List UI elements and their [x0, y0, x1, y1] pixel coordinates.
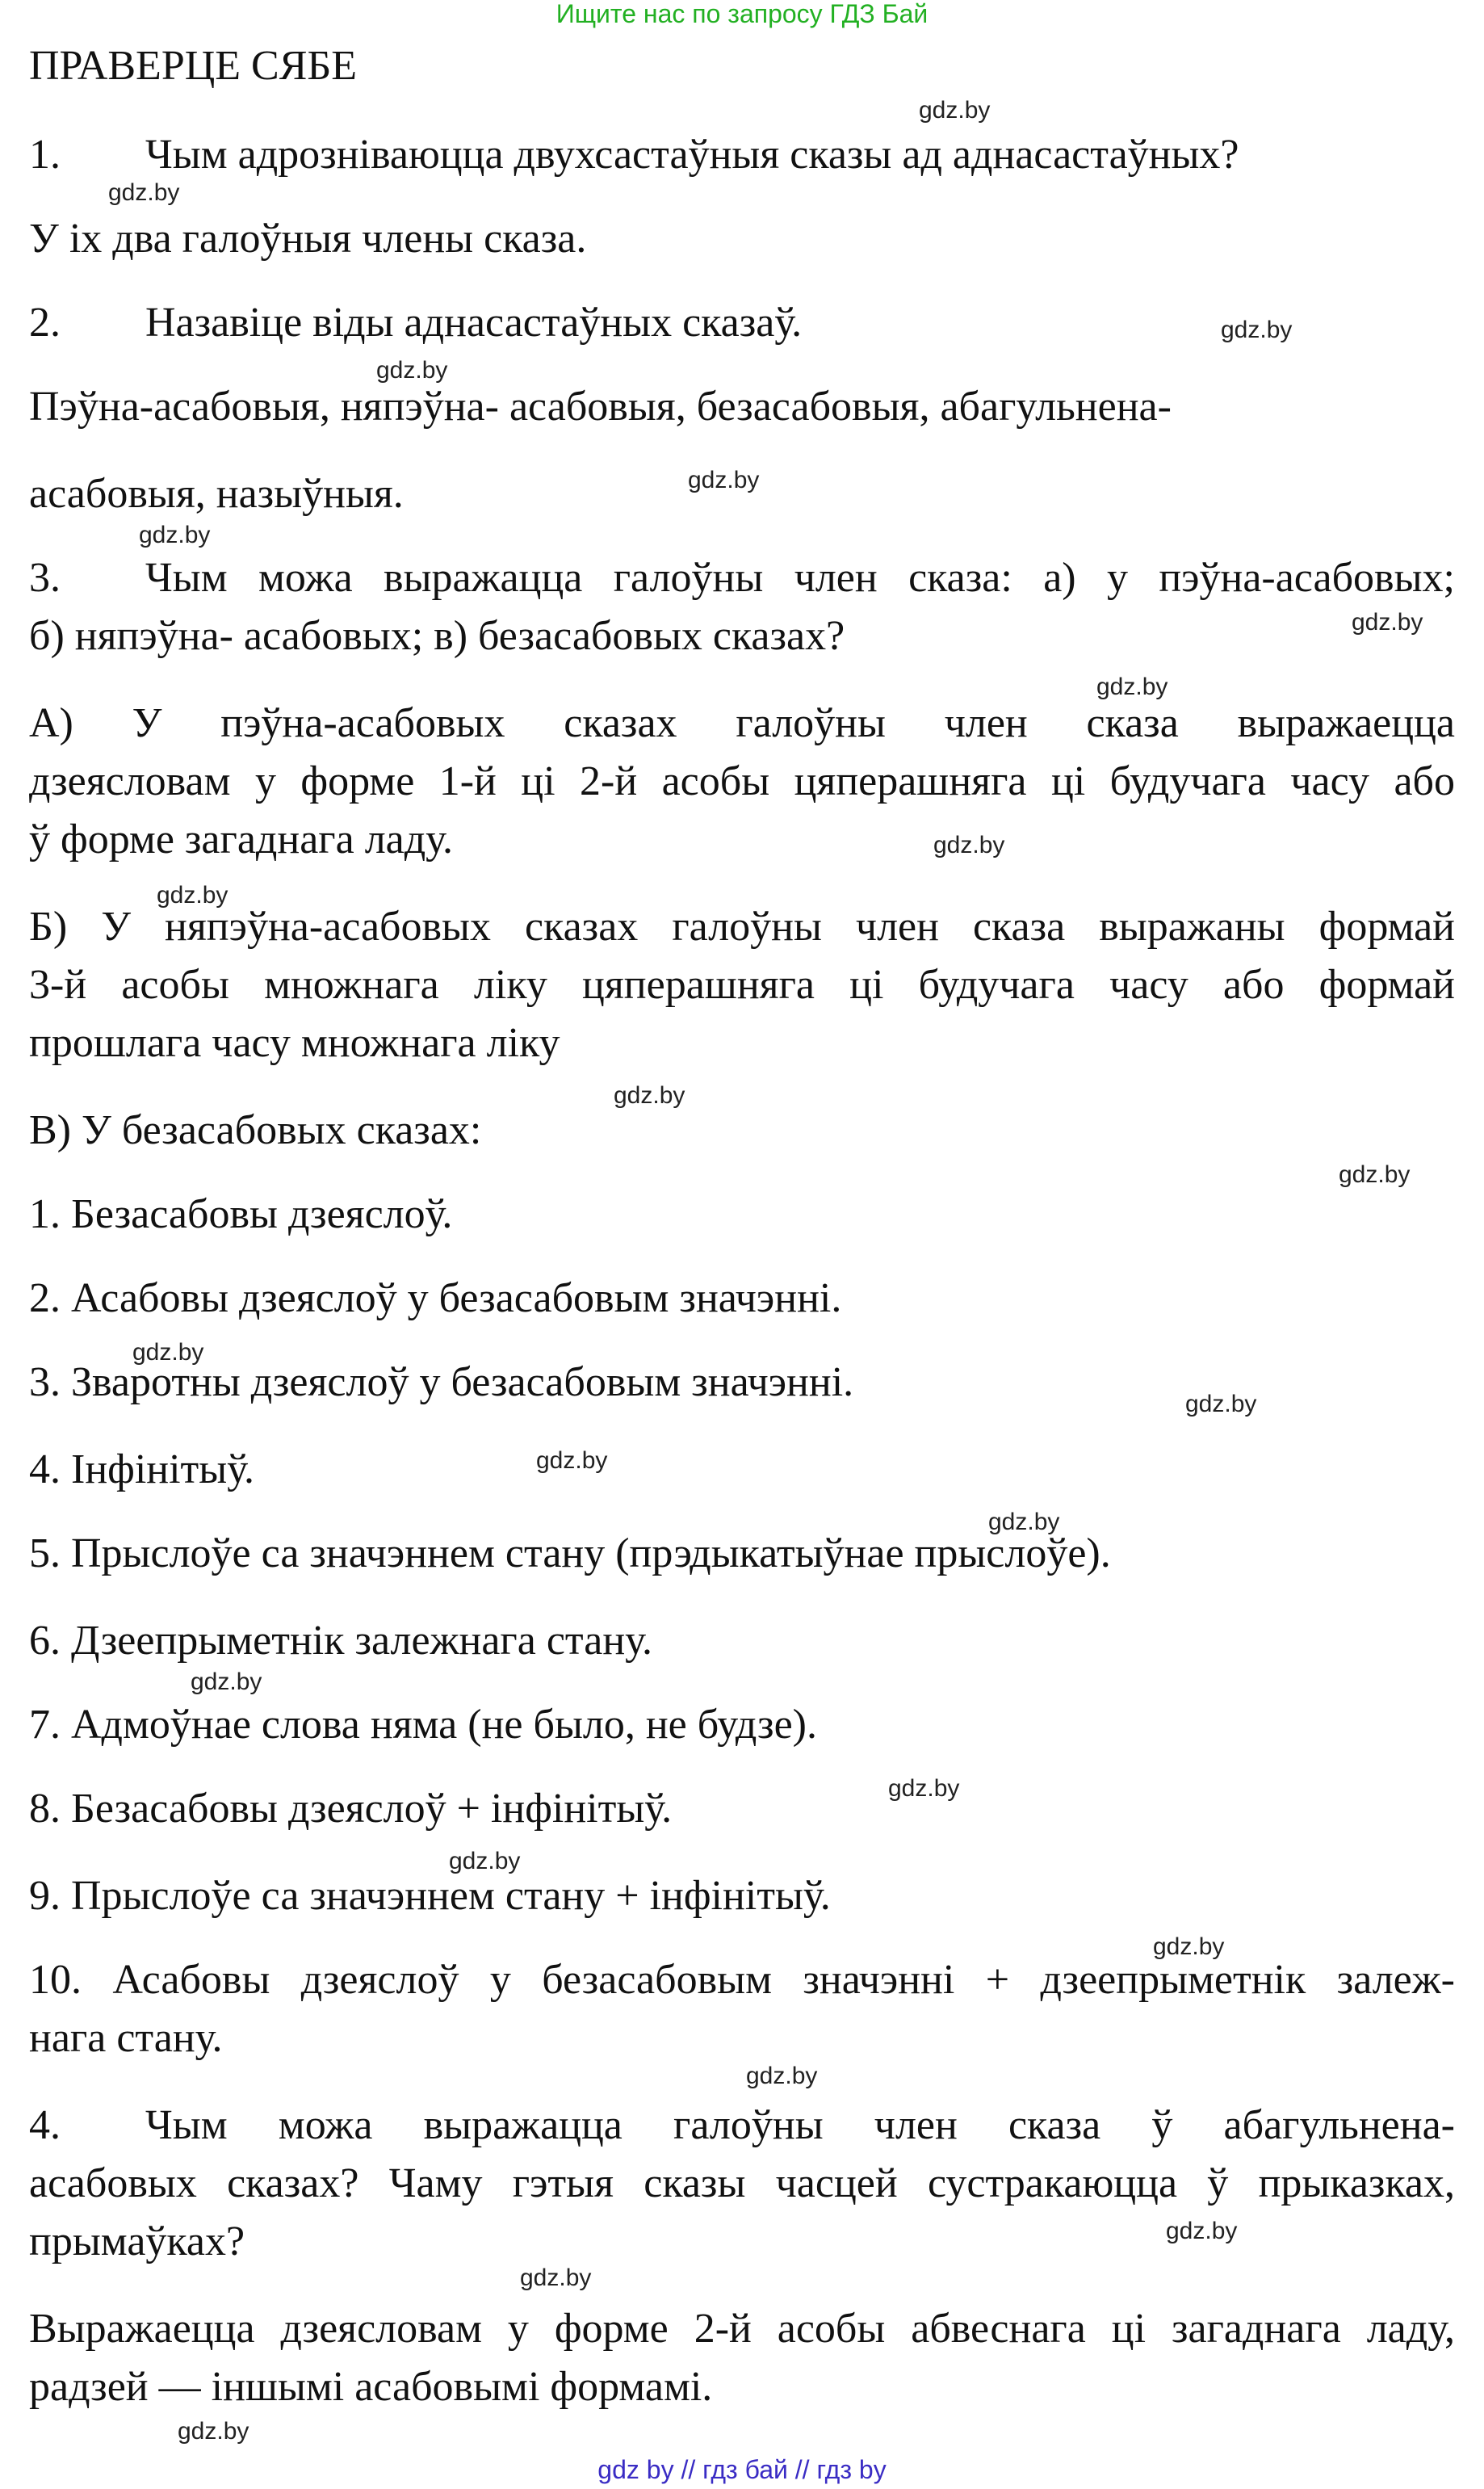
question-3-line: б) няпэўна- асабовых; в) безасабовых сказах? — [29, 613, 845, 659]
watermark: gdz.by — [376, 357, 448, 384]
question-4 — [29, 2101, 1455, 2150]
watermark: gdz.by — [1221, 317, 1293, 343]
promo-banner: Ищите нас по запросу ГДЗ Бай — [555, 0, 929, 28]
watermark: gdz.by — [108, 179, 180, 206]
question-3 — [29, 554, 1455, 602]
question-text: Чым адрозніваюцца двухсастаўныя сказы ад аднасастаўных? — [145, 132, 1239, 178]
answer-3b-line: прошлага часу множнага ліку — [29, 1020, 560, 1066]
watermark: gdz.by — [536, 1447, 608, 1474]
answer-2-line: асабовыя, назыўныя. — [29, 471, 404, 517]
watermark: gdz.by — [746, 2063, 818, 2089]
list-item: 8. Безасабовы дзеяслоў + інфінітыў. — [29, 1786, 673, 1832]
watermark: gdz.by — [888, 1775, 960, 1802]
watermark: gdz.by — [520, 2264, 592, 2291]
watermark: gdz.by — [919, 97, 991, 124]
watermark: gdz.by — [688, 467, 760, 493]
question-4-line: асабовых сказах? Чаму гэтыя сказы часцей сустракаюцца ў прыказках, — [29, 2160, 1455, 2206]
watermark: gdz.by — [988, 1509, 1060, 1535]
answer-4-line: Выражаецца дзеясловам у форме 2-й асобы абвеснага ці загаднага ладу, — [29, 2306, 1455, 2352]
watermark: gdz.by — [1166, 2218, 1238, 2244]
question-number: 1. — [29, 132, 61, 178]
list-item-continuation: нага стану. — [29, 2015, 223, 2061]
question-number: 3. — [29, 555, 61, 601]
watermark: gdz.by — [1339, 1161, 1411, 1188]
list-item: 5. Прыслоўе са значэннем стану (прэдыкатыўнае прыслоўе). — [29, 1530, 1111, 1576]
watermark: gdz.by — [157, 882, 228, 909]
list-item: 7. Адмоўнае слова няма (не было, не будзе). — [29, 1702, 817, 1748]
answer-4-line: радзей — іншымі асабовымі формамі. — [29, 2364, 713, 2410]
question-text: Чым можа выражацца галоўны член сказа: а) у пэўна-асабовых; — [145, 555, 1455, 601]
question-1 — [29, 131, 1239, 179]
watermark: gdz.by — [614, 1082, 685, 1109]
question-number: 4. — [29, 2102, 61, 2148]
answer-2-line: Пэўна-асабовыя, няпэўна- асабовыя, безасабовыя, абагульнена- — [29, 384, 1172, 430]
answer-3a-line: А) У пэўна-асабовых сказах галоўны член сказа выражаецца — [29, 700, 1455, 746]
list-item: 3. Зваротны дзеяслоў у безасабовым значэнні. — [29, 1359, 854, 1405]
question-text: Назавіце віды аднасастаўных сказаў. — [145, 300, 803, 346]
answer-1: У іх два галоўныя члены сказа. — [29, 216, 587, 262]
answer-3b-line: Б) У няпэўна-асабовых сказах галоўны член сказа выражаны формай — [29, 904, 1455, 950]
answer-3b-line: 3-й асобы множнага ліку цяперашняга ці будучага часу або формай — [29, 962, 1455, 1008]
watermark: gdz.by — [449, 1848, 521, 1874]
list-item: 4. Інфінітыў. — [29, 1446, 255, 1492]
list-item: 6. Дзеепрыметнік залежнага стану. — [29, 1618, 652, 1664]
watermark: gdz.by — [191, 1668, 262, 1695]
list-item: 1. Безасабовы дзеяслоў. — [29, 1191, 453, 1237]
list-item: 9. Прыслоўе са значэннем стану + інфінітыў. — [29, 1873, 831, 1919]
watermark: gdz.by — [139, 522, 211, 548]
question-text: Чым можа выражацца галоўны член сказа ў абагульнена- — [145, 2102, 1455, 2148]
section-title: ПРАВЕРЦЕ СЯБЕ — [29, 43, 358, 89]
question-number: 2. — [29, 300, 61, 346]
watermark: gdz.by — [1096, 674, 1168, 700]
watermark: gdz.by — [132, 1339, 204, 1366]
watermark: gdz.by — [1153, 1933, 1225, 1960]
list-item: 2. Асабовы дзеяслоў у безасабовым значэнні. — [29, 1275, 842, 1321]
watermark: gdz.by — [933, 832, 1005, 858]
footer-links[interactable]: gdz by // гдз бай // гдз by — [597, 2455, 887, 2484]
watermark: gdz.by — [178, 2418, 249, 2445]
answer-3a-line: ў форме загаднага ладу. — [29, 816, 453, 863]
watermark: gdz.by — [1185, 1391, 1257, 1417]
answer-3a-line: дзеясловам у форме 1-й ці 2-й асобы цяперашняга ці будучага часу або — [29, 758, 1455, 804]
list-item: 10. Асабовы дзеяслоў у безасабовым значэнні + дзеепрыметнік залеж- — [29, 1957, 1455, 2003]
question-4-line: прымаўках? — [29, 2218, 245, 2264]
question-2 — [29, 299, 802, 347]
watermark: gdz.by — [1352, 609, 1423, 636]
answer-3c-heading: В) У безасабовых сказах: — [29, 1107, 482, 1153]
